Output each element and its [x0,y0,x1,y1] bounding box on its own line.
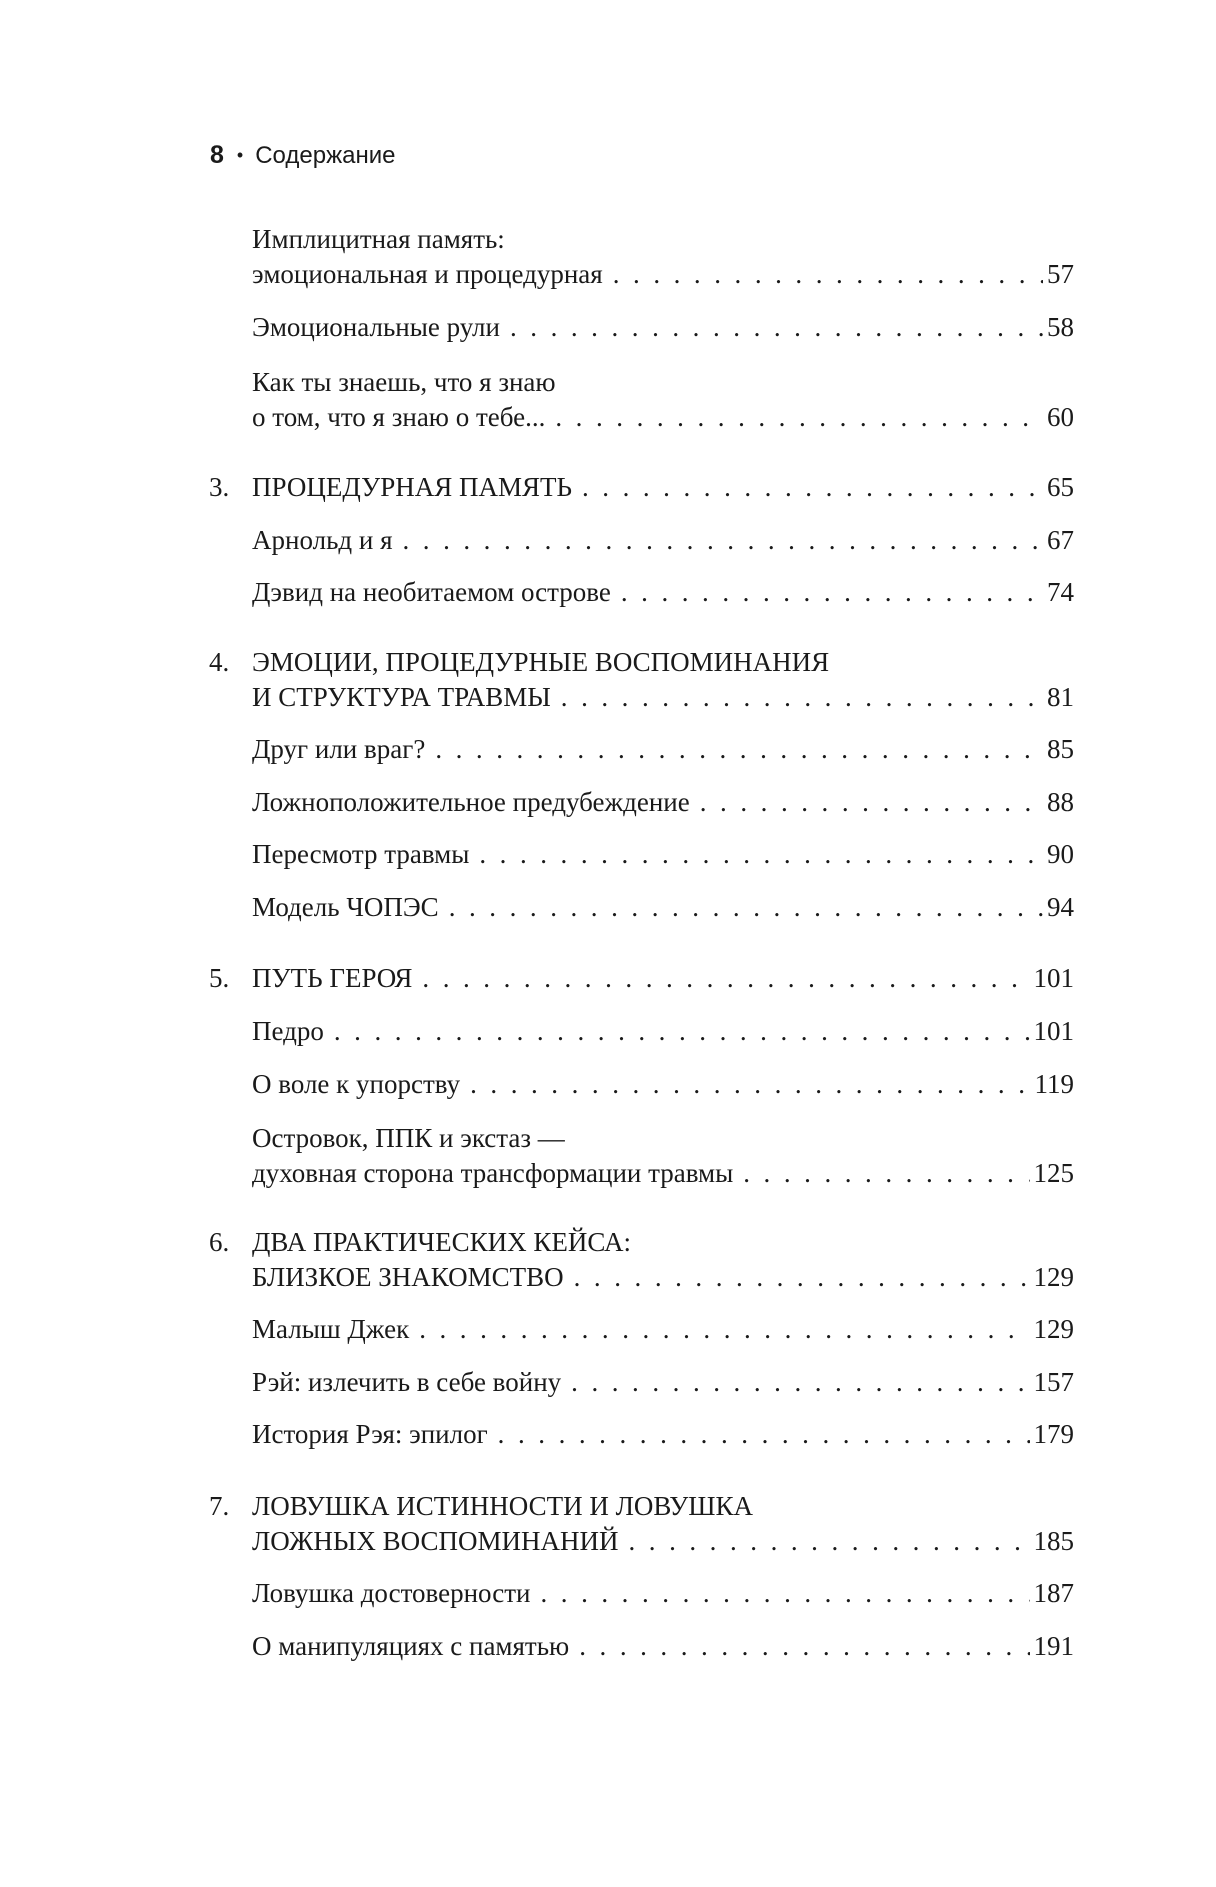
toc-chapter[interactable] [209,961,1074,996]
toc-entry[interactable] [252,1121,1074,1191]
dot-leader [479,837,1043,872]
toc-entry-title: ПРОЦЕДУРНАЯ ПАМЯТЬ [252,472,572,502]
toc-entry[interactable] [252,1417,1074,1452]
toc-entry[interactable] [252,890,1074,925]
toc-entry[interactable] [252,785,1074,820]
toc-page-number: 191 [1033,1631,1074,1661]
dot-leader [402,523,1043,558]
dot-leader [579,1629,1029,1664]
toc-entry-title: Дэвид на необитаемом острове [252,577,611,607]
toc-page-number: 57 [1047,259,1074,289]
toc-entry-title-line: ЭМОЦИИ, ПРОЦЕДУРНЫЕ ВОСПОМИНАНИЯ [252,647,830,677]
chapter-number: 4. [209,647,230,677]
toc-entry-title: О воле к упорству [252,1069,461,1099]
chapter-number: 5. [209,963,230,993]
toc-entry[interactable] [252,1629,1074,1664]
toc-page-number: 101 [1033,1016,1074,1046]
toc-page-number: 88 [1047,787,1074,817]
dot-leader [582,470,1043,505]
toc-entry-title: Модель ЧОПЭС [252,892,439,922]
toc-entry-title: О манипуляциях с памятью [252,1631,570,1661]
toc-entry-title: ПУТЬ ГЕРОЯ [252,963,413,993]
toc-entry[interactable] [252,732,1074,767]
toc-entry-title: ЛОЖНЫХ ВОСПОМИНАНИЙ [252,1526,619,1556]
toc-page-number: 101 [1033,963,1074,993]
dot-leader [700,785,1043,820]
toc-entry[interactable] [252,1576,1074,1611]
dot-leader [419,1312,1029,1347]
toc-entry-title-line: Имплицитная память: [252,224,505,254]
toc-page-number: 58 [1047,312,1074,342]
header-separator-icon: • [236,145,244,165]
toc-entry-title: И СТРУКТУРА ТРАВМЫ [252,682,551,712]
toc-entry-title: духовная сторона трансформации травмы [252,1158,734,1188]
toc-page-number: 157 [1033,1367,1074,1397]
toc-page-number: 65 [1047,472,1074,502]
toc-entry-title: Друг или враг? [252,734,426,764]
dot-leader [498,1417,1030,1452]
dot-leader [621,575,1043,610]
dot-leader [628,1524,1029,1559]
toc-entry-title: Арнольд и я [252,525,393,555]
toc-entry-title-line: Островок, ППК и экстаз — [252,1123,565,1153]
toc-page-number: 74 [1047,577,1074,607]
toc-entry-title: о том, что я знаю о тебе... [252,402,546,432]
dot-leader [449,890,1043,925]
toc-chapter[interactable] [209,470,1074,505]
toc-page-number: 129 [1033,1314,1074,1344]
toc-entry-title: Малыш Джек [252,1314,410,1344]
toc-chapter[interactable] [209,1489,1074,1559]
toc-entry-title: Ложноположительное предубеждение [252,787,690,817]
toc-entry[interactable] [252,523,1074,558]
chapter-number: 3. [209,472,230,502]
toc-entry-title-line: ЛОВУШКА ИСТИННОСТИ И ЛОВУШКА [252,1491,754,1521]
page-number: 8 [210,141,224,169]
toc-entry[interactable] [252,1014,1074,1049]
dot-leader [555,400,1043,435]
toc-entry[interactable] [252,1365,1074,1400]
toc-entry-title: БЛИЗКОЕ ЗНАКОМСТВО [252,1262,564,1292]
toc-page-number: 90 [1047,839,1074,869]
toc-entry-title: Ловушка достоверности [252,1578,531,1608]
toc-entry[interactable] [252,222,1074,292]
toc-entry[interactable] [252,575,1074,610]
toc-page-number: 179 [1033,1419,1074,1449]
toc-page-number: 85 [1047,734,1074,764]
dot-leader [561,680,1043,715]
toc-page-number: 185 [1033,1526,1074,1556]
toc-entry[interactable] [252,1067,1074,1102]
dot-leader [571,1365,1029,1400]
dot-leader [613,257,1043,292]
chapter-number: 6. [209,1227,230,1257]
toc-page-number: 60 [1047,402,1074,432]
dot-leader [510,310,1043,345]
toc-entry-title: Рэй: излечить в себе войну [252,1367,562,1397]
toc-entry-title: Пересмотр травмы [252,839,470,869]
toc-entry[interactable] [252,310,1074,345]
running-head-title: Содержание [255,142,396,169]
dot-leader [743,1156,1029,1191]
dot-leader [470,1067,1030,1102]
toc-page-number: 125 [1033,1158,1074,1188]
toc-entry[interactable] [252,837,1074,872]
toc-entry-title-line: Как ты знаешь, что я знаю [252,367,556,397]
toc-page-number: 67 [1047,525,1074,555]
toc-entry-title: История Рэя: эпилог [252,1419,488,1449]
toc-chapter[interactable] [209,645,1074,715]
dot-leader [422,961,1029,996]
toc-page-number: 81 [1047,682,1074,712]
chapter-number: 7. [209,1491,230,1521]
toc-entry[interactable] [252,365,1074,435]
dot-leader [435,732,1043,767]
toc-entry-title-line: ДВА ПРАКТИЧЕСКИХ КЕЙСА: [252,1227,632,1257]
toc-page-number: 187 [1033,1578,1074,1608]
toc-page-number: 94 [1047,892,1074,922]
dot-leader [540,1576,1029,1611]
toc-entry-title: Эмоциональные рули [252,312,500,342]
toc-page-number: 119 [1034,1069,1074,1099]
toc-entry-title: эмоциональная и процедурная [252,259,603,289]
toc-page-number: 129 [1033,1262,1074,1292]
dot-leader [574,1260,1030,1295]
toc-entry-title: Педро [252,1016,324,1046]
dot-leader [334,1014,1030,1049]
toc-entry[interactable] [252,1312,1074,1347]
toc-chapter[interactable] [209,1225,1074,1295]
